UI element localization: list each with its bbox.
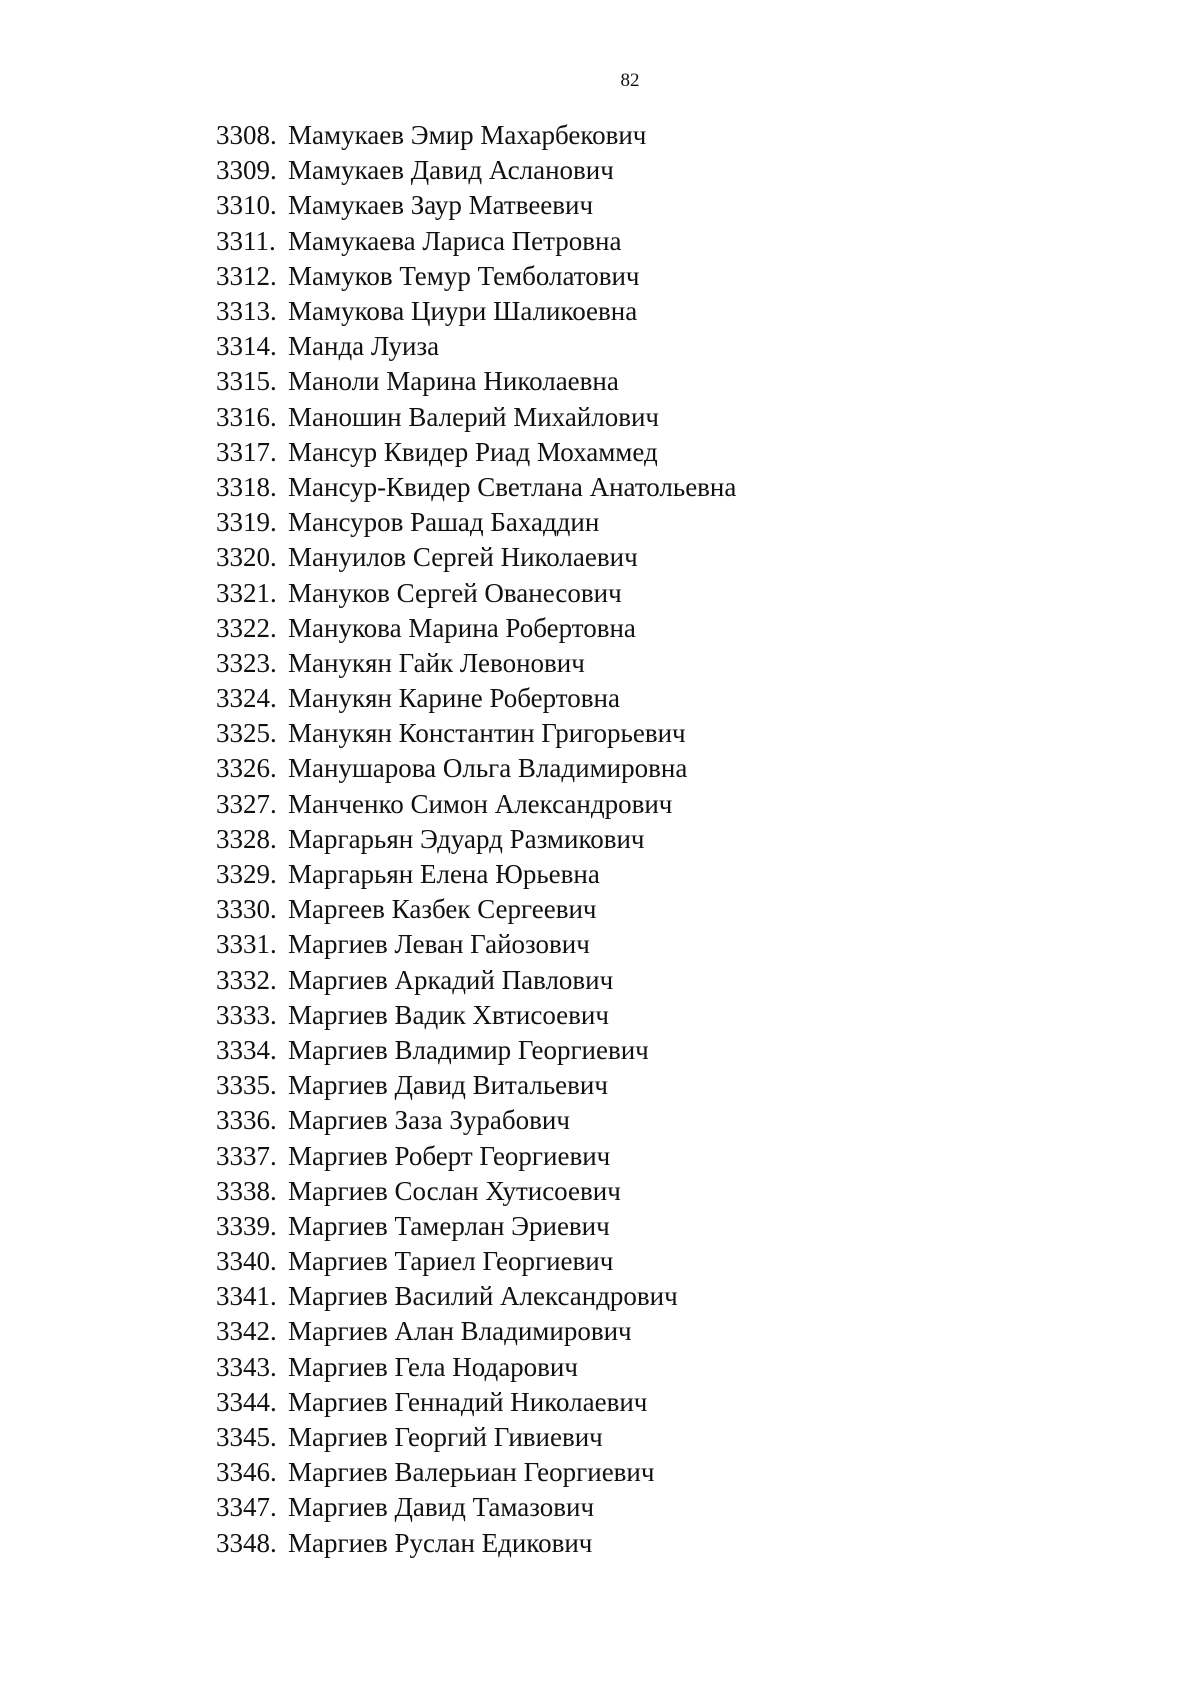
list-item: [216, 364, 736, 399]
list-item: [216, 1174, 736, 1209]
entry-full-name: Маргиев Георгий Гивиевич: [288, 1422, 603, 1453]
entry-full-name: Маргарьян Елена Юрьевна: [288, 859, 600, 890]
entry-number: 3341.: [216, 1281, 277, 1312]
entry-full-name: Маргиев Сослан Хутисоевич: [288, 1175, 621, 1206]
list-item: [216, 540, 736, 575]
list-item: [216, 787, 736, 822]
entry-number: 3335.: [216, 1070, 277, 1101]
entry-full-name: Маргиев Алан Владимирович: [288, 1316, 632, 1347]
entry-full-name: Манукян Карине Робертовна: [288, 683, 620, 714]
list-item: [216, 1279, 736, 1314]
entry-full-name: Мамукаев Эмир Махарбекович: [288, 120, 647, 151]
list-item: [216, 118, 736, 153]
entry-number: 3328.: [216, 823, 277, 854]
entry-full-name: Маргиев Геннадий Николаевич: [288, 1386, 648, 1417]
entry-number: 3313.: [216, 296, 277, 327]
entry-number: 3314.: [216, 331, 277, 362]
list-item: [216, 1455, 736, 1490]
entry-full-name: Мансуров Рашад Бахаддин: [288, 507, 600, 538]
entry-full-name: Маношин Валерий Михайлович: [288, 401, 659, 432]
entry-number: 3344.: [216, 1386, 277, 1417]
entry-full-name: Мансур-Квидер Светлана Анатольевна: [288, 471, 737, 502]
list-item: [216, 470, 736, 505]
list-item: [216, 1033, 736, 1068]
entry-number: 3321.: [216, 577, 277, 608]
name-list: [216, 118, 736, 1561]
list-item: [216, 224, 736, 259]
entry-full-name: Маргиев Леван Гайозович: [288, 929, 590, 960]
entry-number: 3323.: [216, 647, 277, 678]
entry-full-name: Маргиев Василий Александрович: [288, 1281, 678, 1312]
entry-number: 3332.: [216, 964, 277, 995]
list-item: [216, 1314, 736, 1349]
entry-number: 3333.: [216, 999, 277, 1030]
list-item: [216, 294, 736, 329]
entry-full-name: Мамукаева Лариса Петровна: [288, 225, 622, 256]
list-item: [216, 400, 736, 435]
entry-full-name: Манукян Гайк Левонович: [288, 647, 585, 678]
list-item: [216, 259, 736, 294]
list-item: [216, 1385, 736, 1420]
entry-number: 3315.: [216, 366, 277, 397]
entry-number: 3326.: [216, 753, 277, 784]
entry-full-name: Маргарьян Эдуард Размикович: [288, 823, 645, 854]
entry-full-name: Маргиев Тариел Георгиевич: [288, 1246, 614, 1277]
entry-full-name: Манукова Марина Робертовна: [288, 612, 636, 643]
list-item: [216, 751, 736, 786]
list-item: [216, 646, 736, 681]
entry-full-name: Маргиев Вадик Хвтисоевич: [288, 999, 609, 1030]
entry-full-name: Мануков Сергей Ованесович: [288, 577, 622, 608]
list-item: [216, 857, 736, 892]
entry-full-name: Мансур Квидер Риад Мохаммед: [288, 436, 658, 467]
list-item: [216, 1350, 736, 1385]
entry-number: 3311.: [216, 225, 276, 256]
list-item: [216, 435, 736, 470]
entry-full-name: Мануилов Сергей Николаевич: [288, 542, 638, 573]
entry-full-name: Манда Луиза: [288, 331, 440, 362]
entry-number: 3339.: [216, 1210, 277, 1241]
entry-number: 3348.: [216, 1527, 277, 1558]
entry-number: 3327.: [216, 788, 277, 819]
entry-full-name: Маргиев Руслан Едикович: [288, 1527, 593, 1558]
entry-full-name: Маргиев Давид Витальевич: [288, 1070, 608, 1101]
list-item: [216, 505, 736, 540]
entry-full-name: Манченко Симон Александрович: [288, 788, 673, 819]
entry-full-name: Мамукова Циури Шаликоевна: [288, 296, 638, 327]
entry-full-name: Маргиев Роберт Георгиевич: [288, 1140, 611, 1171]
entry-number: 3325.: [216, 718, 277, 749]
list-item: [216, 963, 736, 998]
entry-full-name: Маргиев Тамерлан Эриевич: [288, 1210, 610, 1241]
list-item: [216, 153, 736, 188]
entry-number: 3342.: [216, 1316, 277, 1347]
entry-number: 3338.: [216, 1175, 277, 1206]
list-item: [216, 329, 736, 364]
entry-number: 3347.: [216, 1492, 277, 1523]
list-item: [216, 1138, 736, 1173]
entry-full-name: Манукян Константин Григорьевич: [288, 718, 686, 749]
list-item: [216, 927, 736, 962]
entry-full-name: Маргиев Заза Зурабович: [288, 1105, 570, 1136]
entry-full-name: Маргиев Владимир Георгиевич: [288, 1034, 649, 1065]
list-item: [216, 892, 736, 927]
entry-number: 3319.: [216, 507, 277, 538]
list-item: [216, 1209, 736, 1244]
list-item: [216, 1244, 736, 1279]
entry-full-name: Маргиев Валерьиан Георгиевич: [288, 1457, 655, 1488]
entry-number: 3318.: [216, 471, 277, 502]
entry-full-name: Манушарова Ольга Владимировна: [288, 753, 688, 784]
entry-number: 3337.: [216, 1140, 277, 1171]
entry-number: 3334.: [216, 1034, 277, 1065]
entry-number: 3346.: [216, 1457, 277, 1488]
list-item: [216, 1068, 736, 1103]
entry-full-name: Маргиев Аркадий Павлович: [288, 964, 614, 995]
entry-number: 3343.: [216, 1351, 277, 1382]
entry-full-name: Мамукаев Заур Матвеевич: [288, 190, 594, 221]
page-number: 82: [620, 70, 640, 91]
list-item: [216, 1420, 736, 1455]
entry-number: 3345.: [216, 1422, 277, 1453]
entry-number: 3336.: [216, 1105, 277, 1136]
entry-full-name: Мамуков Темур Темболатович: [288, 260, 640, 291]
entry-number: 3312.: [216, 260, 277, 291]
list-item: [216, 611, 736, 646]
entry-number: 3316.: [216, 401, 277, 432]
list-item: [216, 575, 736, 610]
entry-number: 3331.: [216, 929, 277, 960]
entry-number: 3310.: [216, 190, 277, 221]
list-item: [216, 188, 736, 223]
entry-number: 3317.: [216, 436, 277, 467]
entry-number: 3330.: [216, 894, 277, 925]
list-item: [216, 716, 736, 751]
entry-full-name: Маргиев Давид Тамазович: [288, 1492, 595, 1523]
list-item: [216, 1103, 736, 1138]
entry-full-name: Маргеев Казбек Сергеевич: [288, 894, 597, 925]
entry-full-name: Маноли Марина Николаевна: [288, 366, 619, 397]
entry-number: 3324.: [216, 683, 277, 714]
list-item: [216, 681, 736, 716]
entry-number: 3322.: [216, 612, 277, 643]
entry-number: 3340.: [216, 1246, 277, 1277]
list-item: [216, 822, 736, 857]
list-item: [216, 1526, 736, 1561]
entry-number: 3329.: [216, 859, 277, 890]
entry-full-name: Мамукаев Давид Асланович: [288, 155, 614, 186]
entry-number: 3320.: [216, 542, 277, 573]
entry-full-name: Маргиев Гела Нодарович: [288, 1351, 578, 1382]
list-item: [216, 998, 736, 1033]
list-item: [216, 1490, 736, 1525]
entry-number: 3309.: [216, 155, 277, 186]
entry-number: 3308.: [216, 120, 277, 151]
